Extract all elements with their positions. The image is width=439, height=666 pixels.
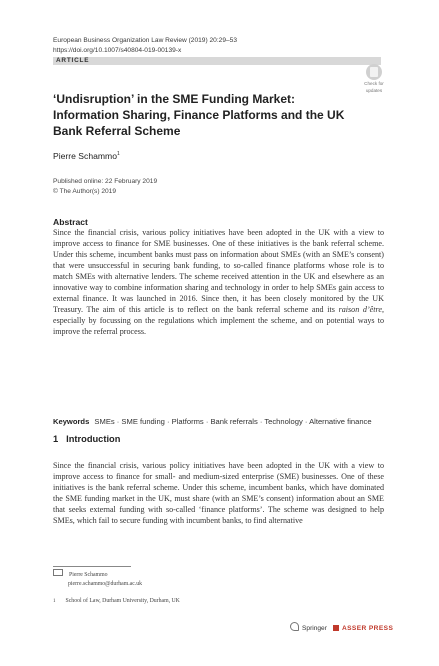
affiliation-text: School of Law, Durham University, Durham, UK <box>65 598 180 604</box>
abstract-text <box>53 227 384 337</box>
check-for-updates-icon <box>366 64 382 80</box>
abstract-heading: Abstract <box>53 217 88 227</box>
author-name[interactable]: Pierre Schammo <box>53 151 117 161</box>
section-heading-introduction <box>53 434 120 444</box>
article-type-label: ARTICLE <box>56 57 90 64</box>
publication-info <box>53 177 157 197</box>
abstract-text-post: , especially by focussing on the regulations which implement the scheme, and on potential ways to improve the referral process. <box>53 305 384 336</box>
copyright: © The Author(s) 2019 <box>53 188 117 195</box>
publisher-logos <box>290 622 393 632</box>
introduction-text: Since the financial crisis, various policy initiatives have been adopted in the UK with a view to improve access to finance for small- and medium-sized enterprise (SME) businesses. One of these initiatives is the bank referral scheme. Under this scheme, incumbent banks, which have dominated the SME funding market in the UK, must share (with an SME’s consent) information about an SME that seeks external funding with so-called ‘finance platforms’. The scheme was designed to help SMEs, which fail to secure funding with incumbent banks, to find alternative <box>53 461 384 525</box>
affiliation-number: 1 <box>53 599 56 604</box>
section-number: 1 <box>53 434 59 444</box>
journal-citation: European Business Organization Law Review (2019) 20:29–53 <box>53 37 238 44</box>
springer-horse-icon <box>290 622 299 631</box>
springer-logo-text: Springer <box>302 625 327 632</box>
keywords <box>53 416 384 427</box>
contact-block <box>53 569 142 588</box>
footnote-divider <box>53 566 131 567</box>
author-affil-ref: 1 <box>117 151 120 157</box>
asser-logo-text: ASSER PRESS <box>341 625 394 632</box>
contact-email[interactable]: pierre.schammo@durham.ac.uk <box>68 580 143 587</box>
abstract-text-pre: Since the financial crisis, various policy initiatives have been adopted in the UK with a view to improve access to finance for SME businesses. One of these initiatives is the bank referral scheme. Under this scheme, incumbent banks must pass on information about SMEs (with an SME’s consent) that were unsuccessful in securing bank funding, to so-called finance platforms whose role is to match SMEs with alternative lenders. The scheme received attention in the UK and elsewhere as an innovative way to combine information sharing and technology in order to help SMEs gain access to external finance. It was launched in 2016. Since then, it has been closely monitored by the UK Treasury. The aim of this article is to reflect on the bank referral scheme and its <box>53 228 384 314</box>
article-type-bar <box>53 57 381 65</box>
section-title: Introduction <box>66 434 121 444</box>
check-for-updates-line1: Check for <box>364 81 384 86</box>
check-for-updates-line2: updates <box>365 87 383 93</box>
keywords-label: Keywords <box>53 417 90 426</box>
journal-header <box>53 36 237 56</box>
abstract-text-italic: raison d’être <box>338 305 382 314</box>
published-date: Published online: 22 February 2019 <box>53 178 158 185</box>
author <box>53 151 120 161</box>
contact-name: Pierre Schammo <box>69 572 108 578</box>
envelope-icon <box>53 569 63 576</box>
keywords-list: SMEs · SME funding · Platforms · Bank referrals · Technology · Alternative finance <box>94 417 372 426</box>
check-for-updates-button[interactable] <box>363 64 385 93</box>
doi-link[interactable]: https://doi.org/10.1007/s40804-019-00139-x <box>53 47 182 54</box>
asser-logo-icon <box>333 625 339 631</box>
article-title: ‘Undisruption’ in the SME Funding Market: Information Sharing, Finance Platforms and the UK Bank Referral Scheme <box>53 92 345 138</box>
affiliation <box>53 597 180 606</box>
